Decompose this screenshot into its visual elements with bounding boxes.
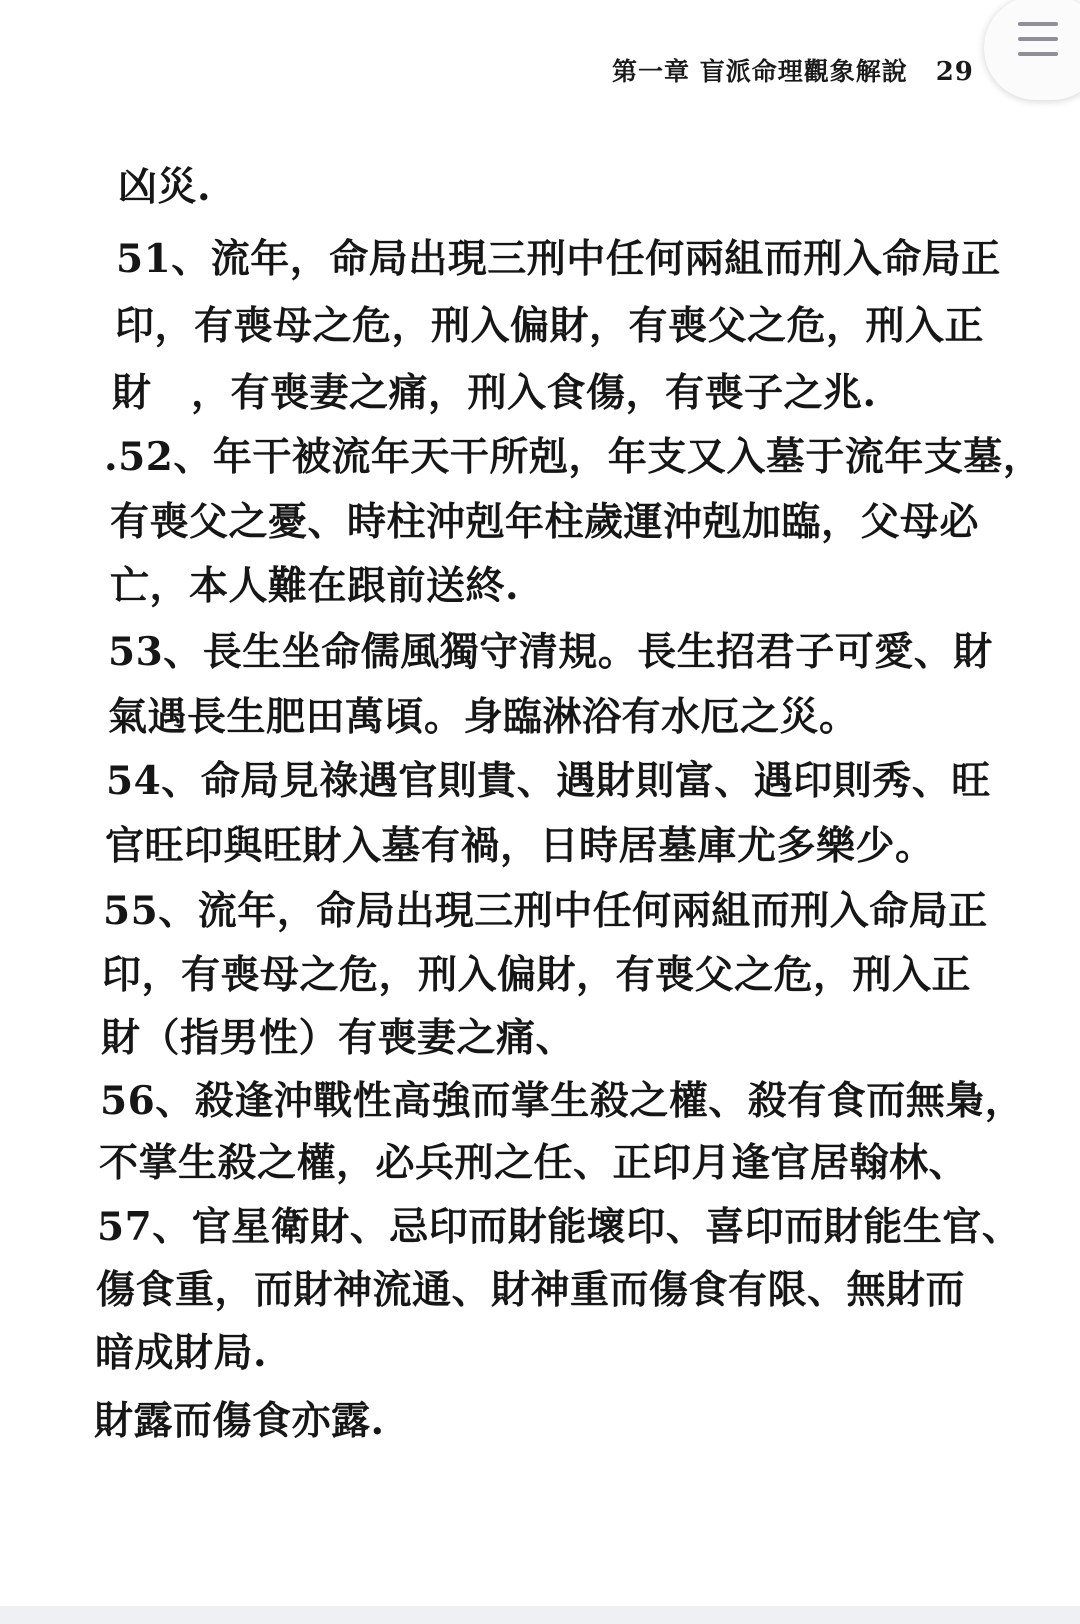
text-line: 不掌生殺之權，必兵刑之任、正印月逢官居翰林、: [99, 1140, 969, 1186]
text-line: 亡，本人難在跟前送終.: [110, 563, 520, 609]
text-line: 凶災.: [118, 164, 212, 210]
text-line: 暗成財局.: [95, 1330, 268, 1376]
text-line: 官旺印與旺財入墓有禍，日時居墓庫尤多樂少。: [105, 823, 935, 869]
text-line: 有喪父之憂、時柱沖剋年柱歲運沖剋加臨，父母必: [110, 499, 980, 545]
chapter-title: 第一章 盲派命理觀象解說: [612, 57, 908, 86]
text-line: .52、年干被流年天干所剋，年支又入墓于流年支墓，: [104, 434, 1043, 480]
text-line: 財 ，有喪妻之痛，刑入食傷，有喪子之兆.: [112, 370, 877, 416]
text-line: 氣遇長生肥田萬頃。身臨淋浴有水厄之災。: [108, 694, 859, 740]
text-line: 印，有喪母之危，刑入偏財，有喪父之危，刑入正: [102, 952, 972, 998]
running-header: [612, 52, 974, 88]
bottom-strip: [0, 1606, 1080, 1624]
text-line: 傷食重，而財神流通、財神重而傷食有限、無財而: [96, 1267, 966, 1313]
text-line: 56、殺逢沖戰性高強而掌生殺之權、殺有食而無梟，: [100, 1078, 1025, 1124]
menu-button[interactable]: [984, 0, 1080, 100]
text-line: 55、流年，命局出現三刑中任何兩組而刑入命局正: [103, 888, 988, 934]
hamburger-menu-icon: [1018, 22, 1058, 58]
text-line: 51、流年，命局出現三刑中任何兩組而刑入命局正: [116, 236, 1001, 282]
page-number: 29: [935, 57, 974, 87]
text-line: 財露而傷食亦露.: [94, 1398, 385, 1444]
text-line: 印，有喪母之危，刑入偏財，有喪父之危，刑入正: [115, 303, 985, 349]
text-line: 54、命局見祿遇官則貴、遇財則富、遇印則秀、旺: [106, 758, 991, 804]
text-line: 57、官星衛財、忌印而財能壞印、喜印而財能生官、: [97, 1204, 1022, 1250]
text-line: 53、長生坐命儒風獨守清規。長生招君子可愛、財: [108, 629, 993, 675]
text-line: 財（指男性）有喪妻之痛、: [101, 1015, 576, 1061]
